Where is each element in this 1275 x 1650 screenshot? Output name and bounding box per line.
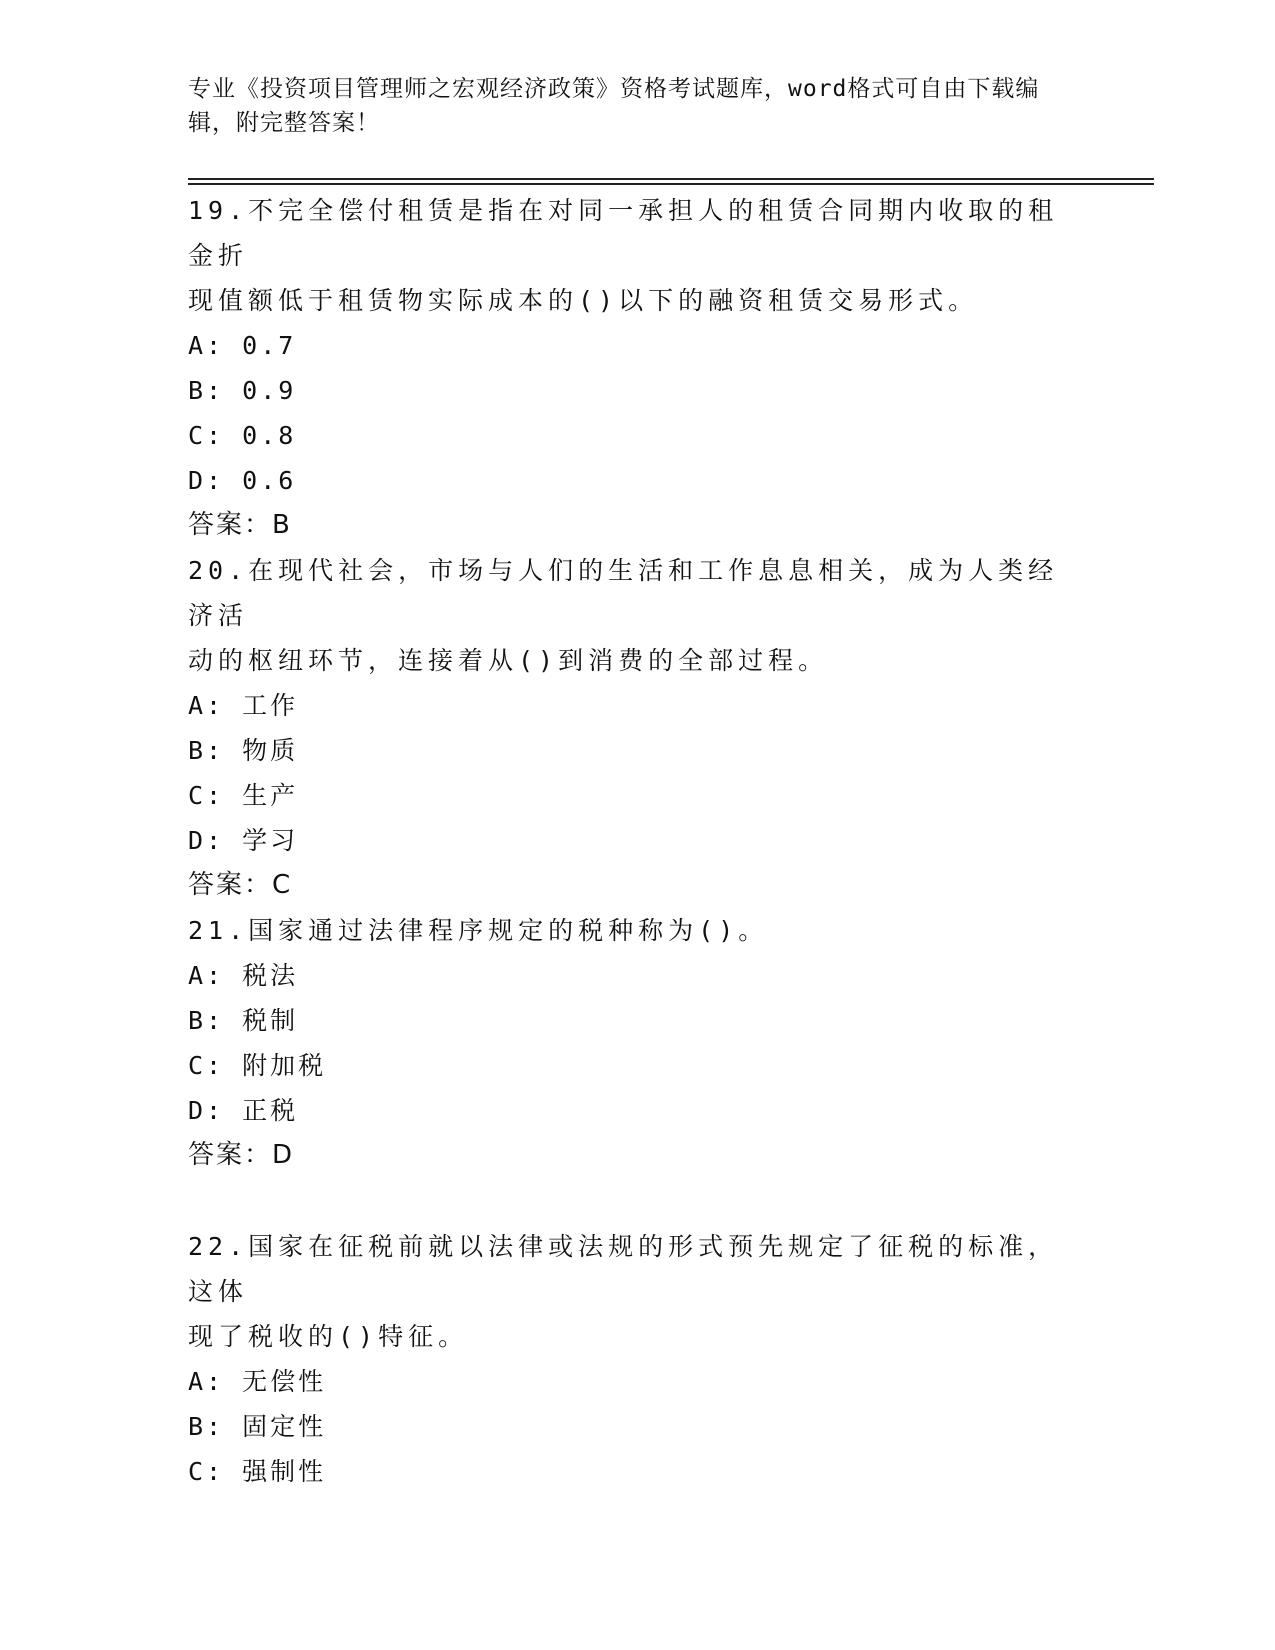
question-stem-line: 19.不完全偿付租赁是指在对同一承担人的租赁合同期内收取的租金折 <box>188 196 1059 270</box>
option-c: C: 生产 <box>188 781 299 810</box>
header-divider-bottom <box>188 183 1154 185</box>
option-d: D: 正税 <box>188 1096 299 1125</box>
option-c: C: 附加税 <box>188 1051 327 1080</box>
option-c: C: 强制性 <box>188 1457 327 1486</box>
question-stem-line: 20.在现代社会，市场与人们的生活和工作息息相关，成为人类经济活 <box>188 556 1059 630</box>
option-b: B: 固定性 <box>188 1412 327 1441</box>
question-21 <box>188 908 1088 1178</box>
option-a: A: 工作 <box>188 691 299 720</box>
option-b: B: 0.9 <box>188 376 297 405</box>
option-b: B: 税制 <box>188 1006 299 1035</box>
question-22 <box>188 1224 1088 1494</box>
option-d: D: 0.6 <box>188 466 297 495</box>
question-stem-line: 现值额低于租赁物实际成本的()以下的融资租赁交易形式。 <box>188 286 979 315</box>
header-line-2: 辑，附完整答案！ <box>188 110 380 136</box>
document-header <box>188 72 1078 140</box>
question-stem-line: 现了税收的()特征。 <box>188 1322 469 1351</box>
option-a: A: 0.7 <box>188 331 297 360</box>
option-a: A: 税法 <box>188 961 299 990</box>
option-b: B: 物质 <box>188 736 299 765</box>
header-line-1: 专业《投资项目管理师之宏观经济政策》资格考试题库，word格式可自由下载编 <box>188 76 1040 102</box>
option-a: A: 无偿性 <box>188 1367 327 1396</box>
option-d: D: 学习 <box>188 826 299 855</box>
option-c: C: 0.8 <box>188 421 297 450</box>
question-20 <box>188 548 1088 908</box>
question-19 <box>188 188 1088 548</box>
answer: 答案：C <box>188 870 293 900</box>
answer: 答案：D <box>188 1140 295 1170</box>
question-stem-line: 动的枢纽环节，连接着从()到消费的全部过程。 <box>188 646 829 675</box>
question-stem-line: 21.国家通过法律程序规定的税种称为()。 <box>188 916 769 945</box>
answer: 答案：B <box>188 510 292 540</box>
question-stem-line: 22.国家在征税前就以法律或法规的形式预先规定了征税的标准，这体 <box>188 1232 1059 1306</box>
header-divider-top <box>188 178 1154 180</box>
